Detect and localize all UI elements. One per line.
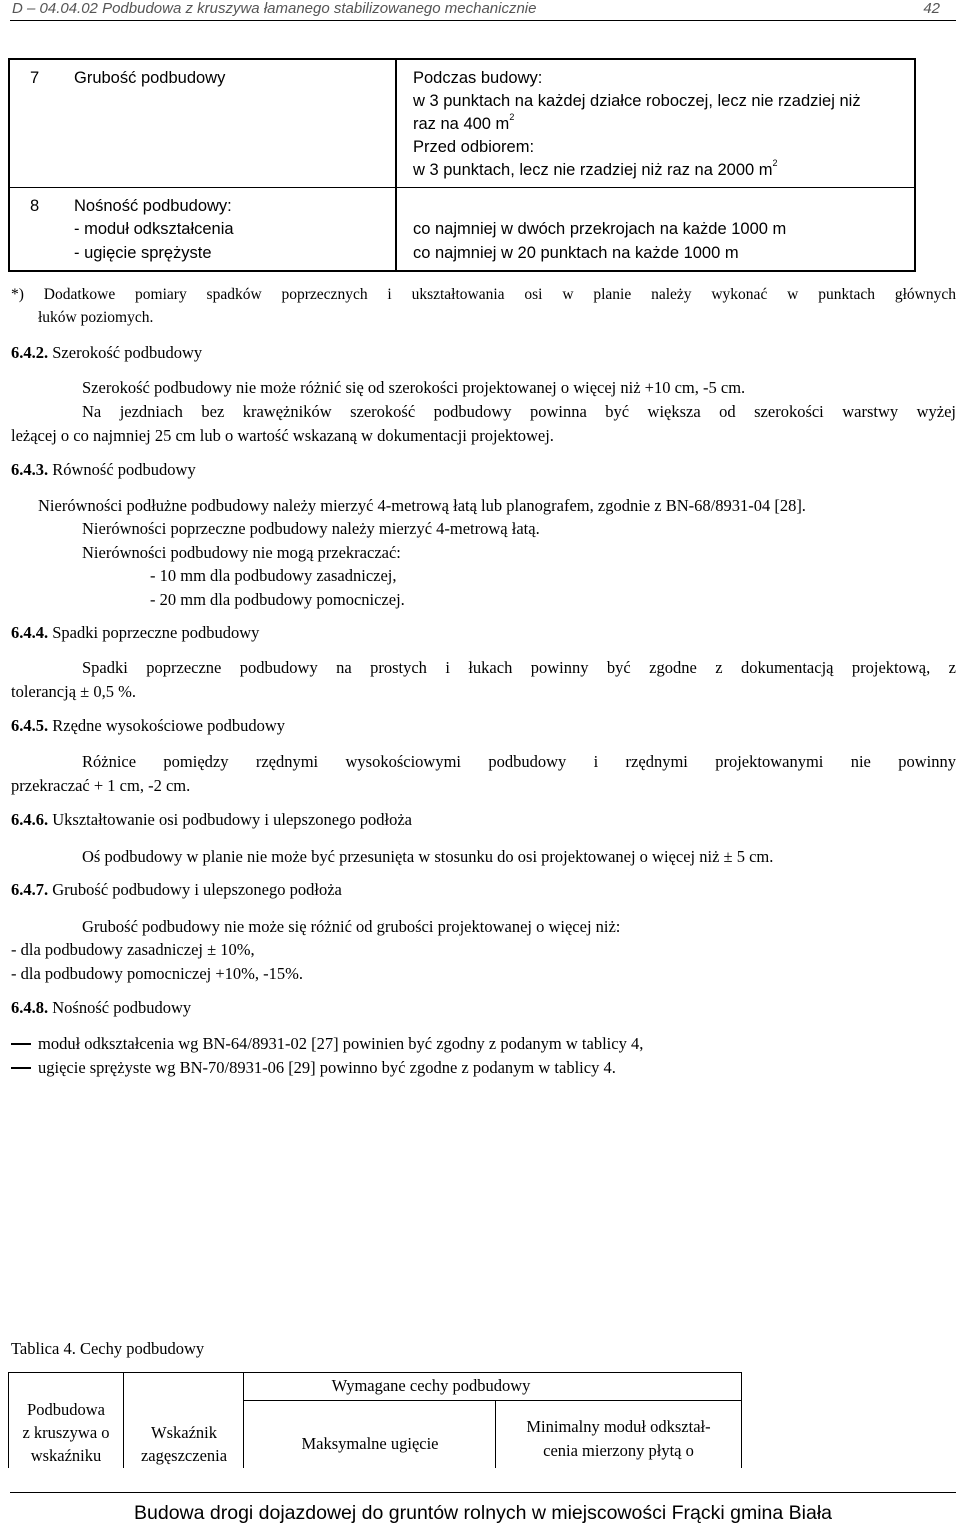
section-6-4-3-p2: Nierówności poprzeczne podbudowy należy mierzyć 4-metrową łatą. [82, 519, 540, 538]
row7-label: Grubość podbudowy [74, 69, 226, 87]
table4-caption: Tablica 4. Cechy podbudowy [11, 1339, 205, 1358]
table4-col1-line3: wskaźniku [30, 1446, 102, 1465]
row7-line3: raz na 400 $m^2$ [413, 112, 515, 133]
section-6-4-7-heading: 6.4.7. Grubość podbudowy i ulepszonego podłoża [11, 880, 342, 899]
footer-text: Budowa drogi dojazdowej do gruntów rolnych w miejscowości Frącki gmina Biała [134, 1502, 832, 1524]
table4-col1-line1: Podbudowa [27, 1400, 105, 1419]
row7-line2: w 3 punktach na każdej działce roboczej, lecz nie rzadziej niż [413, 92, 861, 110]
section-6-4-5-p1b: przekraczać + 1 cm, -2 cm. [11, 776, 191, 795]
row8-label2: - moduł odkształcenia [74, 220, 234, 238]
row7-line1: Podczas budowy: [413, 69, 543, 87]
section-6-4-6-p1: Oś podbudowy w planie nie może być przesunięta w stosunku do osi projektowanej o więcej niż ± 5 cm. [82, 847, 774, 866]
section-6-4-7-bullet1: - dla podbudowy zasadniczej ± 10%, [11, 940, 255, 959]
section-6-4-8-bullet2: ugięcie sprężyste wg BN-70/8931-06 [29] powinno być zgodne z podanym w tablicy 4. [38, 1058, 616, 1077]
section-6-4-7-bullet2: - dla podbudowy pomocniczej +10%, -15%. [11, 964, 304, 983]
table4-col4-line2: cenia mierzony płytą o [543, 1441, 694, 1460]
section-6-4-2-p2a: Na jezdniach bez krawężników szerokość podbudowy powinna być większa od szerokości warstwy wyżej [82, 402, 956, 421]
section-6-4-7-p1: Grubość podbudowy nie może się różnić od grubości projektowanej o więcej niż: [82, 917, 621, 936]
row8-value1: co najmniej w dwóch przekrojach na każde 1000 m [413, 220, 787, 238]
table4-col2-line2: zagęszczenia [140, 1446, 228, 1465]
section-6-4-3-p3: Nierówności podbudowy nie mogą przekraczać: [82, 543, 401, 562]
section-6-4-3-bullet1: - 10 mm dla podbudowy zasadniczej, [150, 566, 397, 585]
section-6-4-4-heading: 6.4.4. Spadki poprzeczne podbudowy [11, 623, 260, 642]
row8-value2: co najmniej w 20 punktach na każde 1000 m [413, 244, 739, 262]
page-header-title: D – 04.04.02 Podbudowa z kruszywa łamanego stabilizowanego mechanicznie [12, 0, 537, 17]
section-6-4-3-p1: Nierówności podłużne podbudowy należy mierzyć 4-metrową łatą lub planografem, zgodnie z BN-68/8931-04 [28]. [38, 496, 806, 515]
table4-col3: Maksymalne ugięcie [301, 1434, 439, 1453]
section-6-4-5-p1a: Różnice pomiędzy rzędnymi wysokościowymi podbudowy i rzędnymi projektowanymi nie powinny [82, 752, 956, 771]
header-divider [10, 20, 956, 21]
row7-number: 7 [30, 69, 40, 87]
footer-divider [10, 1492, 956, 1493]
table4-col1-line2: z kruszywa o [22, 1423, 110, 1442]
footnote-line1: *) Dodatkowe pomiary spadków poprzecznych i ukształtowania osi w planie należy wykonać w punktach głównych [11, 286, 956, 303]
row7-line5: w 3 punktach, lecz nie rzadziej niż raz na 2000 $m^2$ [413, 158, 778, 179]
section-6-4-4-p1b: tolerancją ± 0,5 %. [11, 682, 136, 701]
section-6-4-2-p2b: leżącej o co najmniej 25 cm lub o wartość wskazaną w dokumentacji projektowej. [11, 426, 554, 445]
table4-col4-line1: Minimalny moduł odkształ- [526, 1417, 711, 1436]
row8-number: 8 [30, 197, 40, 215]
section-6-4-3-heading: 6.4.3. Równość podbudowy [11, 460, 196, 479]
row8-label1: Nośność podbudowy: [74, 197, 232, 215]
section-6-4-5-heading: 6.4.5. Rzędne wysokościowe podbudowy [11, 716, 286, 735]
bullet-dash [11, 1067, 31, 1069]
section-6-4-6-heading: 6.4.6. Ukształtowanie osi podbudowy i ulepszonego podłoża [11, 810, 412, 829]
footnote-line2: łuków poziomych. [38, 309, 154, 326]
section-6-4-8-bullet1: moduł odkształcenia wg BN-64/8931-02 [27] powinien być zgodny z podanym w tablicy 4, [38, 1034, 644, 1053]
section-6-4-2-heading: 6.4.2. Szerokość podbudowy [11, 343, 203, 362]
bullet-dash [11, 1043, 31, 1045]
section-6-4-3-bullet2: - 20 mm dla podbudowy pomocniczej. [150, 590, 405, 609]
row8-label3: - ugięcie sprężyste [74, 244, 212, 262]
section-6-4-8-heading: 6.4.8. Nośność podbudowy [11, 998, 192, 1017]
page-number: 42 [923, 0, 940, 17]
table4-group-header: Wymagane cechy podbudowy [331, 1376, 531, 1395]
section-6-4-4-p1a: Spadki poprzeczne podbudowy na prostych i łukach powinny być zgodne z dokumentacją projektową, z [82, 658, 956, 677]
section-6-4-2-p1: Szerokość podbudowy nie może różnić się od szerokości projektowanej o więcej niż +10 cm, -5 cm. [82, 378, 746, 397]
row7-line4: Przed odbiorem: [413, 138, 535, 156]
table4-col2-line1: Wskaźnik [151, 1423, 217, 1442]
